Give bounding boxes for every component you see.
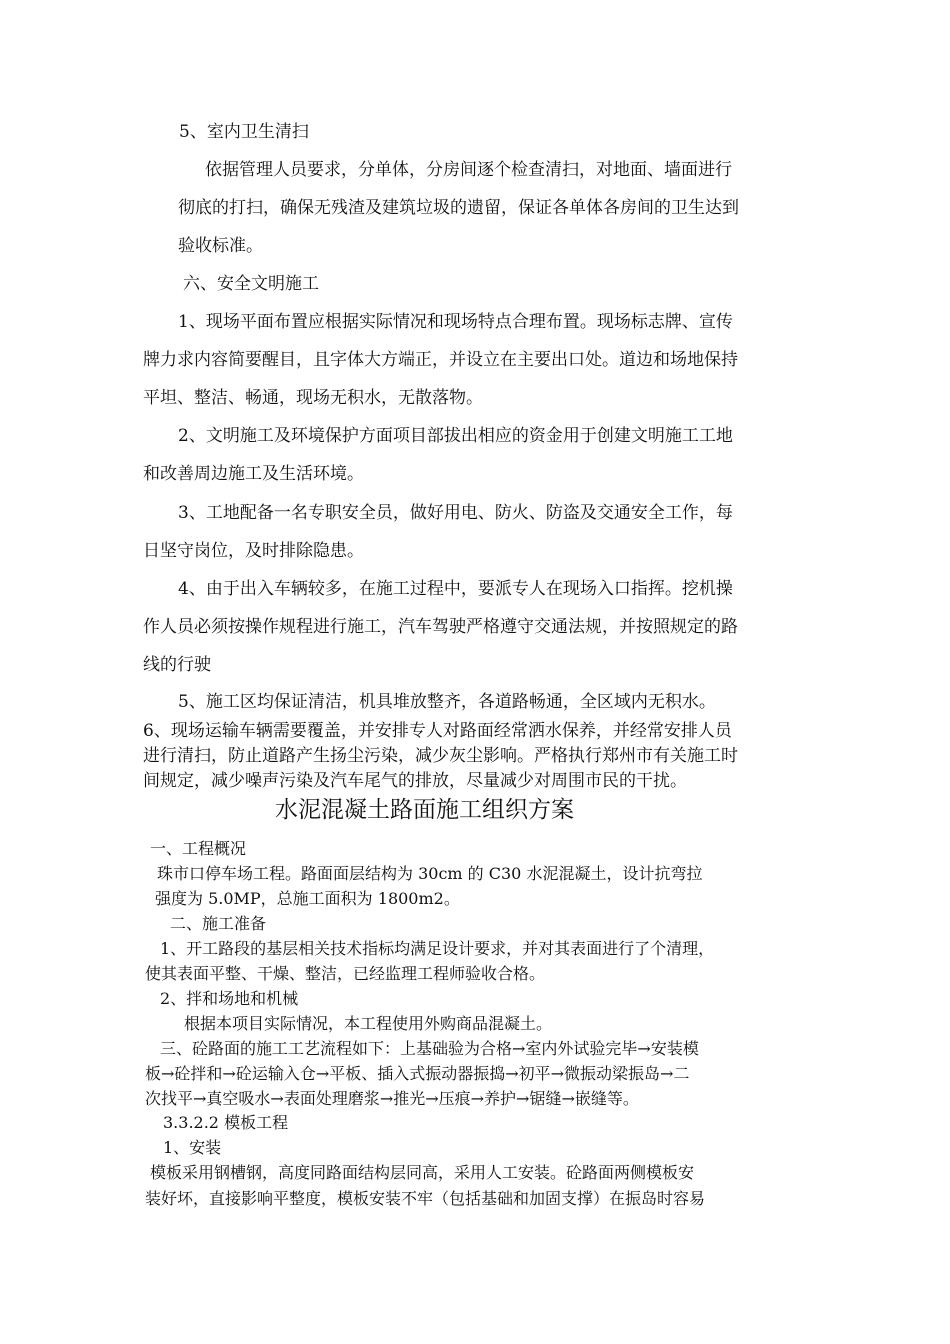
paragraph-line: 三、砼路面的施工工艺流程如下：上基础验为合格→室内外试验完毕→安装模 — [160, 1039, 699, 1058]
paragraph-line: 平坦、整洁、畅通，现场无积水，无散落物。 — [143, 388, 483, 408]
paragraph-line: 2、文明施工及环境保护方面项目部拔出相应的资金用于创建文明施工工地 — [178, 426, 733, 446]
paragraph-line: 牌力求内容简要醒目，且字体大方端正，并设立在主要出口处。道边和场地保持 — [143, 350, 738, 370]
heading-formwork-engineering: 3.3.2.2 模板工程 — [163, 1113, 289, 1132]
paragraph-line: 使其表面平整、干燥、整洁，已经监理工程师验收合格。 — [145, 964, 546, 983]
paragraph-line: 板→砼拌和→砼运输入仓→平板、插入式振动器振捣→初平→微振动梁振岛→二 — [145, 1064, 690, 1083]
document-title: 水泥混凝土路面施工组织方案 — [275, 797, 574, 823]
paragraph-line: 次找平→真空吸水→表面处理磨浆→推光→压痕→养护→锯缝→嵌缝等。 — [145, 1089, 639, 1108]
paragraph-line: 验收标准。 — [178, 236, 263, 256]
paragraph-line: 1、开工路段的基层相关技术指标均满足设计要求，并对其表面进行了个清理， — [160, 939, 715, 958]
paragraph-line: 和改善周边施工及生活环境。 — [143, 464, 364, 484]
heading-construction-preparation: 二、施工准备 — [170, 914, 267, 933]
paragraph-line: 装好坏，直接影响平整度，模板安装不牢（包括基础和加固支撑）在振岛时容易 — [145, 1189, 706, 1208]
paragraph-line: 1、现场平面布置应根据实际情况和现场特点合理布置。现场标志牌、宣传 — [178, 312, 733, 332]
heading-mixing-site-machinery: 2、拌和场地和机械 — [160, 989, 299, 1008]
paragraph-line: 模板采用钢槽钢，高度同路面结构层同高，采用人工安装。砼路面两侧模板安 — [150, 1163, 695, 1182]
paragraph-line: 珠市口停车场工程。路面面层结构为 30cm 的 C30 水泥混凝土，设计抗弯拉 — [157, 864, 703, 883]
paragraph-line: 间规定，减少噪声污染及汽车尾气的排放，尽量减少对周围市民的干扰。 — [143, 771, 687, 791]
paragraph-line: 4、由于出入车辆较多，在施工过程中，要派专人在现场入口指挥。挖机操 — [178, 579, 733, 599]
heading-indoor-cleaning: 5、室内卫生清扫 — [179, 122, 309, 142]
heading-project-overview: 一、工程概况 — [150, 839, 247, 858]
paragraph-line: 强度为 5.0MP，总施工面积为 1800m2。 — [155, 889, 460, 908]
paragraph-line: 依据管理人员要求，分单体，分房间逐个检查清扫，对地面、墙面进行 — [205, 160, 732, 180]
paragraph-line: 根据本项目实际情况，本工程使用外购商品混凝土。 — [184, 1014, 553, 1033]
paragraph-line: 作人员必须按操作规程进行施工，汽车驾驶严格遵守交通法规，并按照规定的路 — [143, 617, 738, 637]
paragraph-line: 线的行驶 — [143, 655, 211, 675]
paragraph-line: 进行清扫，防止道路产生扬尘污染，减少灰尘影响。严格执行郑州市有关施工时 — [143, 746, 738, 766]
paragraph-line: 日坚守岗位，及时排除隐患。 — [143, 541, 364, 561]
paragraph-line: 3、工地配备一名专职安全员，做好用电、防火、防盗及交通安全工作，每 — [178, 503, 733, 523]
heading-installation: 1、安装 — [163, 1138, 222, 1157]
paragraph-line: 5、施工区均保证清洁，机具堆放整齐，各道路畅通，全区域内无积水。 — [178, 692, 716, 712]
heading-safety-civilized-construction: 六、安全文明施工 — [183, 274, 319, 294]
paragraph-line: 6、现场运输车辆需要覆盖，并安排专人对路面经常洒水保养，并经常安排人员 — [143, 721, 732, 741]
paragraph-line: 彻底的打扫，确保无残渣及建筑垃圾的遗留，保证各单体各房间的卫生达到 — [178, 198, 739, 218]
